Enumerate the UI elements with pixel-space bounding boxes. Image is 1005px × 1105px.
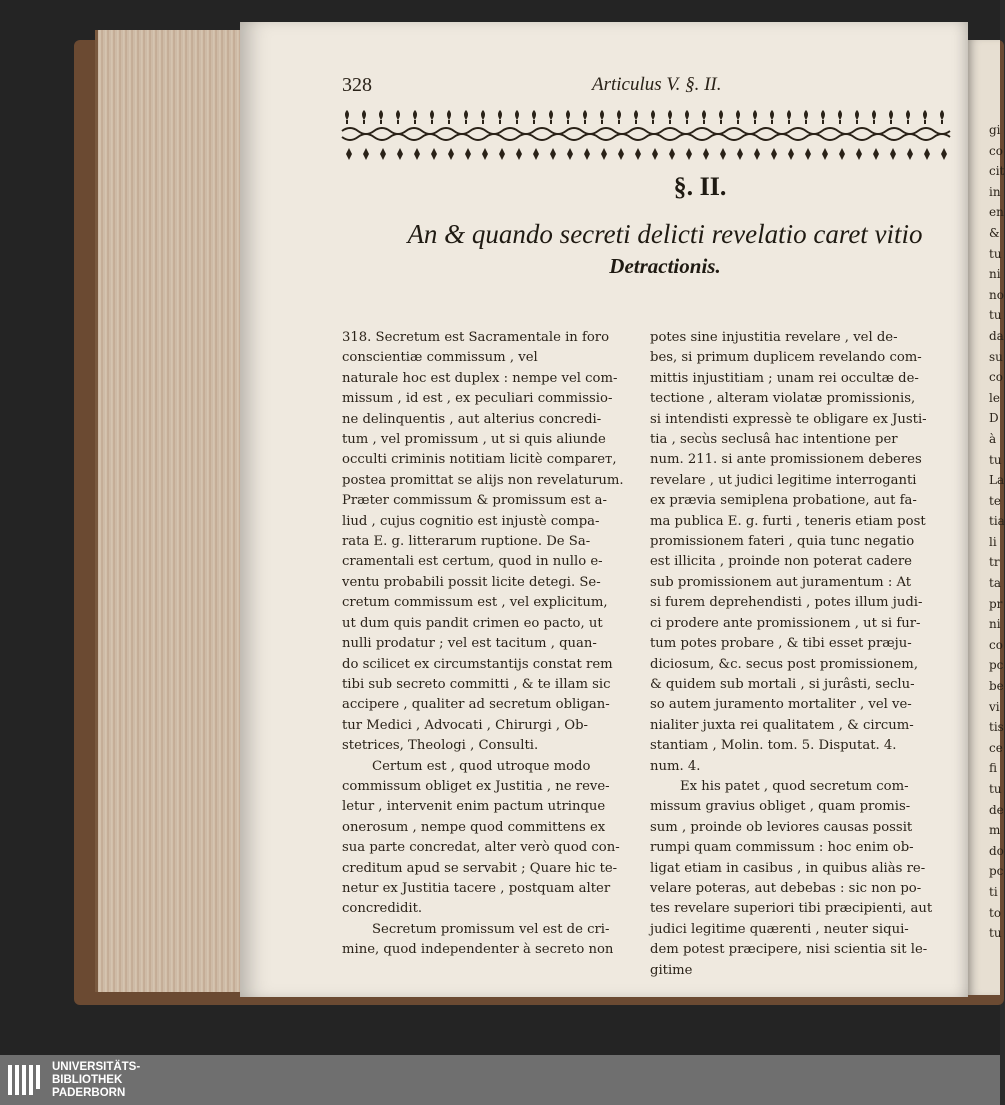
page-number: 328	[342, 74, 372, 96]
facing-page-fragment: ni	[989, 617, 1001, 632]
text-line: sua parte concredat, alter verò quod con-	[342, 840, 620, 856]
facing-page-fragment: tu	[989, 308, 1002, 323]
facing-page-fragment: co	[989, 143, 1003, 158]
text-line: sub promissionem aut juramentum : At	[650, 574, 912, 590]
text-line: mine, quod independenter à secreto non	[342, 942, 614, 958]
text-line: accipere , qualiter ad secretum obligan-	[342, 697, 610, 713]
section-title	[370, 218, 960, 282]
text-line: est illicita , proinde non poterat cadere	[650, 554, 912, 570]
text-line: si intendisti expressè te obligare ex Justi-	[650, 411, 927, 427]
facing-page-fragment: ce	[989, 740, 1003, 755]
text-line: postea promittat se alijs non revelaturum.	[342, 472, 624, 488]
text-line: creditum apud se servabit ; Quare hic te-	[342, 860, 618, 876]
library-name	[52, 1061, 140, 1100]
text-line: cramentali est certum, quod in nullo e-	[342, 554, 603, 570]
facing-page-fragment: fi	[989, 761, 998, 776]
library-name-line3: PADERBORN	[52, 1087, 126, 1099]
text-line: ligat etiam in casibus , in quibus aliàs re-	[650, 860, 926, 876]
text-line: diciosum, &c. secus post promissionem,	[650, 656, 919, 672]
section-title-line2: Detractionis.	[609, 254, 721, 278]
text-line: tum , vel promissum , ut si quis aliunde	[342, 432, 606, 448]
text-line: missum gravius obliget , quam promis-	[650, 799, 911, 815]
facing-page-fragment: tu	[989, 782, 1002, 796]
text-line: si furem deprehendisti , potes illum judi-	[650, 595, 923, 611]
ornament-row-top	[345, 110, 944, 124]
section-title-line1: An & quando secreti delicti revelatio caret vitio	[407, 219, 923, 249]
text-line: netur ex Justitia tacere , postquam alter	[342, 880, 611, 896]
text-line: letur , intervenit enim pactum utrinque	[342, 799, 606, 815]
text-line: ne delinquentis , aut alterius concredi-	[342, 411, 602, 427]
text-line: concredidit.	[342, 901, 423, 917]
text-line: stantiam , Molin. tom. 5. Disputat. 4.	[650, 738, 897, 754]
facing-page-fragment: to	[989, 905, 1002, 920]
text-line: sum , proinde ob leviores causas possit	[650, 819, 913, 835]
facing-page-fragment: no	[989, 287, 1004, 302]
text-line: tur Medici , Advocati , Chirurgi , Ob-	[342, 717, 588, 733]
text-line: tectione , alteram violatæ promissionis,	[650, 391, 916, 407]
book-page	[240, 22, 968, 997]
text-line: missum , id est , ex peculiari commissio-	[342, 391, 613, 407]
facing-page-fragment: da	[989, 328, 1004, 343]
text-line: Ex his patet , quod secretum com-	[680, 778, 909, 794]
section-number: §. II.	[673, 172, 727, 201]
text-line: gitime	[650, 962, 693, 978]
facing-page-fragment: m	[989, 823, 1001, 838]
text-line: num. 211. si ante promissionem deberes	[650, 452, 922, 468]
text-line: & quidem sub mortali , si jurâsti, seclu-	[650, 676, 915, 692]
facing-page-fragment: ta	[989, 576, 1001, 591]
text-line: ventu probabili possit licite detegi. Se-	[342, 574, 601, 590]
facing-page-fragment: cit	[989, 164, 1005, 179]
facing-page-fragment: tu	[989, 246, 1002, 261]
facing-page-fragment: à	[989, 431, 997, 446]
text-line: rata E. g. litterarum ruptione. De Sa-	[342, 534, 591, 550]
text-line: judici legitime quærenti , neuter siqui-	[650, 921, 909, 937]
page-block-edge	[95, 30, 248, 992]
facing-page-fragment: ni	[989, 267, 1001, 282]
facing-page-fragment: in	[989, 184, 1001, 199]
ornament-row-bottom	[346, 148, 947, 160]
text-line: ci prodere ante promissionem , ut si fur-	[650, 615, 921, 631]
text-line: onerosum , nempe quod committens ex	[342, 819, 606, 835]
text-line: rumpi quam commissum : hoc enim ob-	[650, 840, 914, 856]
facing-page-edge	[968, 40, 1005, 995]
library-logo-icon	[6, 1061, 44, 1099]
facing-page-fragment: pc	[989, 864, 1004, 879]
text-line: 318. Secretum est Sacramentale in foro	[342, 330, 610, 345]
text-line: num. 4.	[650, 758, 701, 774]
text-line: ut dum quis pandit crimen eo pacto, ut	[342, 615, 603, 631]
text-line: so autem juramento mortaliter , vel ve-	[650, 697, 912, 713]
running-head	[342, 70, 902, 100]
text-line: stetrices, Theologi , Consulti.	[342, 738, 539, 754]
facing-page-fragment: tis	[989, 720, 1004, 735]
facing-page-fragment: en	[989, 205, 1004, 220]
text-line: conscientiæ commissum , vel	[342, 350, 538, 366]
facing-page-fragment: be	[989, 679, 1004, 694]
facing-page-fragment: La	[989, 473, 1005, 488]
facing-page-fragment: co	[989, 370, 1003, 385]
library-footer	[0, 1055, 1000, 1105]
facing-page-fragment: de	[989, 802, 1004, 817]
text-column-left	[342, 328, 634, 961]
text-line: Secretum promissum vel est de cri-	[372, 921, 610, 937]
text-line: occulti criminis notitiam licitè compareт,	[342, 452, 617, 468]
facing-page-fragment: su	[989, 349, 1003, 364]
facing-page-fragment: ti	[989, 884, 998, 899]
text-line: naturale hoc est duplex : nempe vel com-	[342, 370, 618, 386]
text-line: nulli prodatur ; vel est tacitum , quan-	[342, 636, 597, 652]
text-line: liud , cujus cognitio est injustè compa-	[342, 513, 600, 529]
text-line: commissum obliget ex Justitia , ne reve-	[342, 778, 610, 794]
facing-page-fragment: le	[989, 390, 1000, 405]
facing-page-fragment: pc	[989, 658, 1004, 673]
facing-page-fragment: li	[989, 534, 997, 549]
text-line: tibi sub secreto committi , & te illam sic	[342, 676, 611, 692]
facing-page-fragment: pr	[989, 596, 1003, 611]
text-line: tia , secùs seclusâ hac intentione per	[650, 432, 898, 448]
facing-page-fragment: tu	[989, 452, 1002, 467]
text-line: nialiter juxta rei qualitatem , & circum-	[650, 717, 914, 733]
text-line: ex prævia semiplena probatione, aut fa-	[650, 493, 917, 509]
facing-page-fragment: tia	[989, 514, 1005, 529]
text-line: do scilicet ex circumstantijs constat rem	[342, 656, 613, 672]
library-name-line1: UNIVERSITÄTS-	[52, 1061, 141, 1073]
text-line: potes sine injustitia revelare , vel de-	[650, 330, 898, 345]
text-line: mittis injustitiam ; unam rei occultæ de-	[650, 370, 919, 386]
text-line: Certum est , quod utroque modo	[372, 758, 591, 774]
facing-page-fragment: do	[989, 843, 1004, 858]
text-line: cretum commissum est , vel explicitum,	[342, 595, 608, 611]
text-line: velare poteras, aut debebas : sic non po-	[650, 880, 922, 896]
text-line: revelare , ut judici legitime interroganti	[650, 472, 917, 488]
facing-page-fragment: tu	[989, 926, 1002, 941]
facing-page-fragment: tr	[989, 555, 1000, 570]
text-line: tum potes probare , & tibi esset præju-	[650, 636, 912, 652]
facing-page-fragment: gi	[989, 123, 1001, 137]
running-title: Articulus V. §. II.	[592, 74, 722, 95]
library-name-line2: BIBLIOTHEK	[52, 1074, 123, 1086]
text-line: ma publica E. g. furti , teneris etiam post	[650, 513, 926, 529]
facing-page-fragment: &	[989, 225, 1000, 240]
facing-page-fragment: te	[989, 493, 1001, 508]
text-line: dem potest præcipere, nisi scientia sit le-	[650, 942, 928, 958]
text-line: promissionem fateri , quia tunc negatio	[650, 534, 915, 550]
ornament-band	[342, 106, 957, 164]
text-line: tes revelare superiori tibi præcipienti, aut	[650, 901, 933, 917]
facing-page-fragments	[968, 40, 1005, 944]
facing-page-fragment: vi	[989, 699, 1000, 714]
text-line: Præter commissum & promissum est a-	[342, 493, 607, 509]
text-line: bes, si primum duplicem revelando com-	[650, 350, 922, 366]
facing-page-fragment: co	[989, 637, 1003, 652]
text-column-right	[650, 328, 960, 981]
facing-page-fragment: D	[989, 411, 999, 426]
